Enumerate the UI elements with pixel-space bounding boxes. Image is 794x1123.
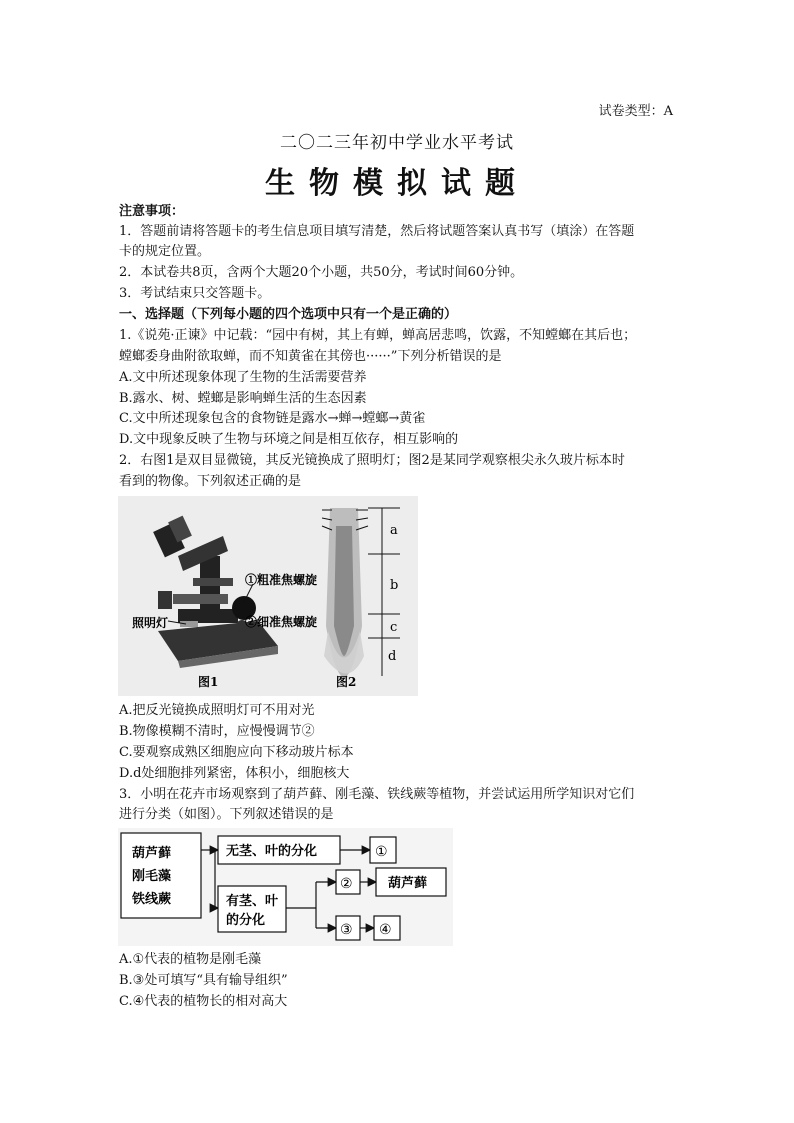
box-4-label: ④ [379,922,392,938]
option-d: D.d处细胞排列紧密，体积小，细胞核大 [119,766,350,781]
notice-item: 卡的规定位置。 [119,244,211,259]
paper-type-label: 试卷类型：A [598,104,673,119]
fig1-caption: 图1 [198,675,219,689]
has-differentiation-label-2: 的分化 [226,913,266,928]
exam-title: 生物模拟试题 [265,166,529,201]
box-2-label: ② [340,876,353,892]
moss-label: 葫芦藓 [388,876,428,891]
box-3-label: ③ [340,922,353,938]
option-a: A.文中所述现象体现了生物的生活需要营养 [119,370,367,385]
exam-subtitle: 二〇二三年初中学业水平考试 [280,133,514,153]
plant-moss: 葫芦藓 [132,846,172,861]
option-b: B.③处可填写“具有输导组织” [119,973,288,988]
notice-item: 3．考试结束只交答题卡。 [119,286,271,301]
option-a: A.把反光镜换成照明灯可不用对光 [119,703,315,718]
fig2-caption: 图2 [336,675,357,689]
notice-item: 1．答题前请将答题卡的考生信息项目填写清楚，然后将试题答案认真书写（填涂）在答题 [119,224,635,239]
option-c: C.④代表的植物长的相对高大 [119,994,288,1009]
question-stem: 1.《说苑·正谏》中记载：“园中有树，其上有蝉，蝉高居悲鸣，饮露，不知螳螂在其后也； [119,328,637,343]
plant-classification-diagram [118,828,453,946]
notice-item: 2．本试卷共8页，含两个大题20个小题，共50分，考试时间60分钟。 [119,265,524,280]
option-c: C.要观察成熟区细胞应向下移动玻片标本 [119,745,354,760]
question-stem: 进行分类（如图）。下列叙述错误的是 [119,807,334,822]
has-differentiation-label-1: 有茎、叶 [226,894,279,909]
microscope-root-figure [118,496,418,696]
question-stem: 2．右图1是双目显微镜，其反光镜换成了照明灯；图2是某同学观察根尖永久玻片标本时 [119,453,625,468]
zone-c-label: c [390,620,398,635]
option-c: C.文中所述现象包含的食物链是露水→蝉→螳螂→黄雀 [119,411,426,426]
zone-a-label: a [390,523,398,538]
option-d: D.文中现象反映了生物与环境之间是相互依存，相互影响的 [119,432,459,447]
option-b: B.露水、树、螳螂是影响蝉生活的生态因素 [119,391,367,406]
option-a: A.①代表的植物是刚毛藻 [119,952,262,967]
question-stem: 螳螂委身曲附欲取蝉，而不知黄雀在其傍也······”下列分析错误的是 [119,349,502,364]
no-differentiation-label: 无茎、叶的分化 [226,844,318,859]
box-1-label: ① [375,844,388,860]
zone-b-label: b [390,578,399,593]
question-stem: 看到的物像。下列叙述正确的是 [119,474,302,489]
section-heading: 一、选择题（下列每小题的四个选项中只有一个是正确的） [119,307,458,322]
label-coarse-focus: ①粗准焦螺旋 [245,573,318,587]
label-lamp: 照明灯 [132,616,169,630]
plant-algae: 刚毛藻 [132,869,172,884]
label-fine-focus: ②细准焦螺旋 [245,615,318,629]
question-stem: 3．小明在花卉市场观察到了葫芦藓、刚毛藻、铁线蕨等植物，并尝试运用所学知识对它们 [119,787,635,802]
plant-fern: 铁线蕨 [132,892,172,907]
option-b: B.物像模糊不清时，应慢慢调节② [119,724,315,739]
zone-d-label: d [388,649,397,664]
notice-heading: 注意事项： [119,204,185,219]
